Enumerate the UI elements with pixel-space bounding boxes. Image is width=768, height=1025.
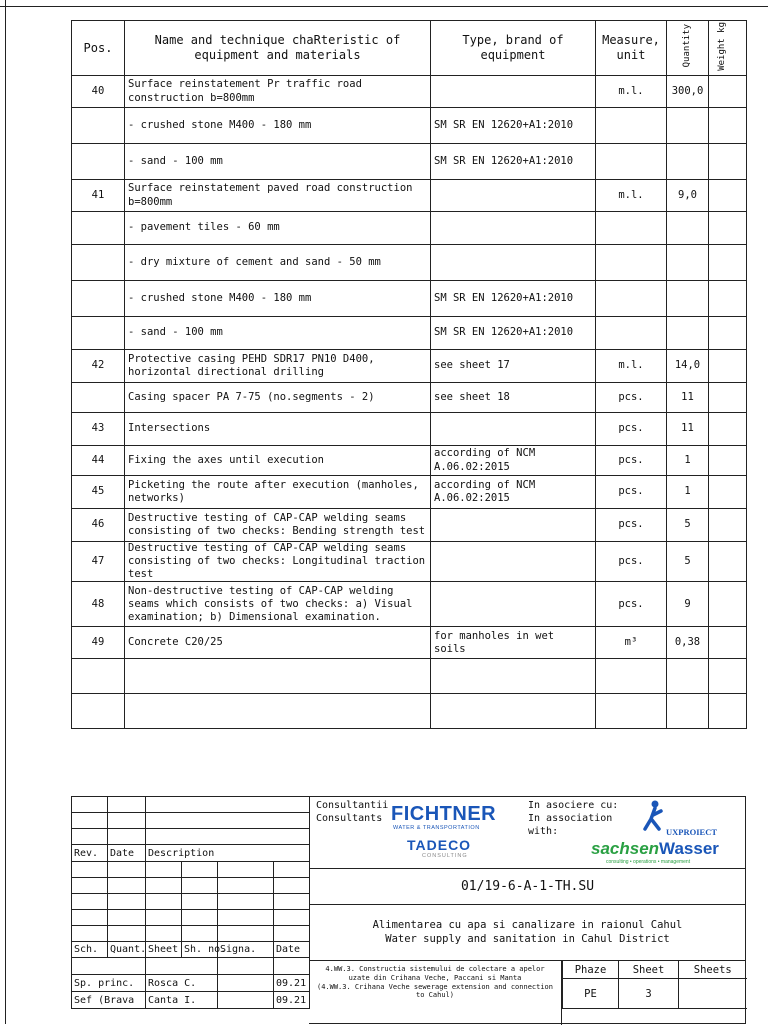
sheet-description-en: (4.WW.3. Crihana Veche sewerage extension and connection to Cahul) [316,982,553,1000]
table-row [72,76,747,108]
cell-pos: 41 [72,180,125,212]
cell-unit: pcs. [596,582,667,627]
cell-type: according of NCM A.06.02:2015 [431,446,596,476]
table-row [72,317,747,350]
cell-qty: 5 [667,509,709,542]
cell-pos: 49 [72,627,125,659]
cell-unit [596,108,667,144]
cell-qty [667,317,709,350]
title-block-cell [72,797,108,813]
cell-wt [709,281,747,317]
sheets-value [679,979,747,1009]
cell-name: - crushed stone M400 - 180 mm [125,281,431,317]
project-title-ro: Alimentarea cu apa si canalizare in raionul Cahul [372,919,683,931]
cell-name: - sand - 100 mm [125,317,431,350]
cell-wt [709,413,747,446]
title-block-row [72,862,310,878]
title-block-cell [182,862,218,878]
title-block-cell [146,829,310,845]
title-block-cell [218,862,274,878]
header-pos: Pos. [72,21,125,76]
table-row [72,582,747,627]
cell-type: see sheet 18 [431,383,596,413]
cell-wt [709,542,747,582]
frame-left-border [0,0,6,1024]
title-block-cell [182,926,218,942]
sch-label: Sch. [72,942,108,958]
title-block-row [72,975,310,992]
table-row [72,281,747,317]
title-block-row [72,910,310,926]
cell-type [431,212,596,245]
title-block-cell [182,910,218,926]
cell-pos: 44 [72,446,125,476]
cell-type [431,659,596,694]
title-block-row [72,813,310,829]
title-block-cell [218,926,274,942]
sheets-label: Sheets [679,961,747,979]
frame-top-border [0,0,768,7]
table-row [72,509,747,542]
cell-wt [709,582,747,627]
document-code: 01/19-6-A-1-TH.SU [309,869,746,905]
title-block-cell [274,878,310,894]
cell-unit [596,144,667,180]
title-block-cell [72,813,108,829]
phaze-sheet-table [562,961,747,1009]
cell-qty [667,659,709,694]
cell-unit [596,659,667,694]
header-name: Name and technique chaRteristic of equipment and materials [125,21,431,76]
tadeco-logo: TADECO [407,837,472,853]
cell-name: - pavement tiles - 60 mm [125,212,431,245]
title-block-cell [72,829,108,845]
title-block-cell [182,894,218,910]
title-block-cell [72,894,108,910]
title-block-cell [274,894,310,910]
cell-type [431,180,596,212]
cell-pos [72,281,125,317]
cell-pos: 45 [72,476,125,509]
cell-wt [709,245,747,281]
cell-pos [72,212,125,245]
title-block-cell [146,862,182,878]
phaze-label: Phaze [563,961,619,979]
cell-wt [709,659,747,694]
cell-unit: pcs. [596,476,667,509]
cell-type [431,542,596,582]
cell-unit [596,281,667,317]
table-row [72,212,747,245]
association-label: In asociere cu: In association with: [528,800,619,837]
title-block-cell [72,862,108,878]
cell-qty: 0,38 [667,627,709,659]
cell-name: Protective casing PEHD SDR17 PN10 D400, horizontal directional drilling [125,350,431,383]
title-block-cell [108,910,146,926]
title-block-cell [72,910,108,926]
sheet-col-label: Sheet [146,942,182,958]
title-block [71,796,746,1024]
title-block-cell [72,958,146,975]
date-col-label: Date [274,942,310,958]
cell-name [125,694,431,729]
cell-unit [596,317,667,350]
cell-name: Destructive testing of CAP-CAP welding seams consisting of two checks: Bending strength test [125,509,431,542]
cell-wt [709,144,747,180]
title-block-right [309,796,746,1024]
cell-pos [72,144,125,180]
table-row [72,350,747,383]
title-block-row [72,797,310,813]
title-block-cell [108,797,146,813]
cell-qty [667,245,709,281]
cell-name: Picketing the route after execution (manholes, networks) [125,476,431,509]
header-weight-label: Weight kg [716,21,727,71]
sachsen-wasser-logo [591,839,719,859]
cell-pos [72,317,125,350]
cell-qty: 1 [667,476,709,509]
header-weight [709,21,747,76]
cell-pos [72,659,125,694]
table-row [72,476,747,509]
date-label: Date [108,845,146,862]
cell-qty [667,108,709,144]
cell-pos [72,108,125,144]
cell-unit: m.l. [596,180,667,212]
title-block-cell [108,926,146,942]
cell-pos: 43 [72,413,125,446]
title-block-cell [218,992,274,1009]
person-name: Canta I. [146,992,218,1009]
title-block-cell [182,878,218,894]
cell-type [431,694,596,729]
cell-type: according of NCM A.06.02:2015 [431,476,596,509]
cell-type [431,413,596,446]
cell-unit: pcs. [596,383,667,413]
title-block-cell [274,926,310,942]
header-type: Type, brand of equipment [431,21,596,76]
cell-unit: m.l. [596,350,667,383]
fichtner-logo-sub: WATER & TRANSPORTATION [393,825,480,831]
person-date: 09.21 [274,975,310,992]
table-row [72,627,747,659]
specification-table [71,20,747,729]
table-row [72,542,747,582]
cell-wt [709,446,747,476]
phaze-value: PE [563,979,619,1009]
title-block-row [72,829,310,845]
sh-no-label: Sh. no. [182,942,218,958]
cell-name: Non-destructive testing of CAP-CAP welding seams which consists of two checks: a) Visual examination; b) Dimensional examination. [125,582,431,627]
signa-label: Signa. [218,942,274,958]
logo-area [309,797,746,869]
title-block-cell [274,910,310,926]
rev-label: Rev. [72,845,108,862]
title-block-cell [146,878,182,894]
title-block-cell [274,862,310,878]
cell-wt [709,627,747,659]
cell-pos: 40 [72,76,125,108]
cell-name: Destructive testing of CAP-CAP welding seams consisting of two checks: Longitudinal traction test [125,542,431,582]
cell-name: Surface reinstatement paved road construction b=800mm [125,180,431,212]
cell-unit: pcs. [596,509,667,542]
tadeco-logo-sub: CONSULTING [422,853,468,859]
person-date: 09.21 [274,992,310,1009]
title-block-row [72,894,310,910]
cell-qty: 11 [667,413,709,446]
cell-name: Surface reinstatement Pr traffic road construction b=800mm [125,76,431,108]
cell-unit: pcs. [596,446,667,476]
cell-unit: m.l. [596,76,667,108]
cell-type: for manholes in wet soils [431,627,596,659]
title-block-row [72,958,310,975]
cell-wt [709,350,747,383]
title-block-cell [218,894,274,910]
sachsen-wasser-logo-sub: consulting • operations • management [606,859,691,865]
sheet-label: Sheet [619,961,679,979]
cell-type: SM SR EN 12620+A1:2010 [431,317,596,350]
title-block-cell [146,894,182,910]
table-row [72,383,747,413]
title-block-cell [108,829,146,845]
sachsen-logo-part: sachsen [591,839,660,858]
cell-wt [709,317,747,350]
cell-type: SM SR EN 12620+A1:2010 [431,281,596,317]
table-row [72,659,747,694]
sheet-description [309,961,562,1025]
cell-pos: 48 [72,582,125,627]
cell-qty: 1 [667,446,709,476]
title-block-cell [146,958,218,975]
title-block-cell [218,975,274,992]
cell-type [431,245,596,281]
cell-name: Intersections [125,413,431,446]
uxproiect-logo: UXPROIECT [666,827,718,837]
title-block-row [72,992,310,1009]
cell-unit [596,212,667,245]
cell-qty [667,694,709,729]
cell-type: SM SR EN 12620+A1:2010 [431,108,596,144]
cell-pos [72,245,125,281]
title-block-row [72,926,310,942]
table-row [72,413,747,446]
cell-type: see sheet 17 [431,350,596,383]
table-row [72,144,747,180]
cell-type [431,76,596,108]
sheet-description-ro: 4.WW.3. Constructia sistemului de colectare a apelor uzate din Crihana Veche, Paccani si Manta [325,965,545,982]
wasser-logo-part: Wasser [659,839,719,858]
person-name: Rosca C. [146,975,218,992]
title-block-cell [72,878,108,894]
consultants-label: Consultantii Consultants [316,800,389,824]
cell-pos: 46 [72,509,125,542]
cell-wt [709,476,747,509]
header-quantity-label: Quantity [682,24,692,68]
revision-signature-table [71,796,310,1009]
cell-unit [596,694,667,729]
cell-unit: m³ [596,627,667,659]
cell-qty: 5 [667,542,709,582]
cell-name: Concrete C20/25 [125,627,431,659]
cell-name: Casing spacer PA 7-75 (no.segments - 2) [125,383,431,413]
cell-pos: 42 [72,350,125,383]
table-row [72,245,747,281]
table-header-row [72,21,747,76]
cell-wt [709,694,747,729]
title-block-cell [72,926,108,942]
cell-qty: 11 [667,383,709,413]
title-block-cell [218,878,274,894]
cell-wt [709,180,747,212]
cell-unit: pcs. [596,542,667,582]
title-block-cell [146,813,310,829]
cell-pos [72,383,125,413]
title-block-row [72,878,310,894]
title-block-cell [218,958,274,975]
cell-qty [667,212,709,245]
table-row [72,108,747,144]
cell-pos [72,694,125,729]
cell-name: - dry mixture of cement and sand - 50 mm [125,245,431,281]
cell-name: - crushed stone M400 - 180 mm [125,108,431,144]
cell-pos: 47 [72,542,125,582]
cell-qty: 300,0 [667,76,709,108]
header-measure: Measure, unit [596,21,667,76]
title-block-cell [146,926,182,942]
cell-type [431,582,596,627]
table-row [72,446,747,476]
quant-label: Quant. [108,942,146,958]
header-quantity [667,21,709,76]
cell-qty [667,281,709,317]
cell-qty [667,144,709,180]
title-block-cell [108,813,146,829]
title-block-cell [146,910,182,926]
cell-type: SM SR EN 12620+A1:2010 [431,144,596,180]
cell-unit [596,245,667,281]
fichtner-logo: FICHTNER [391,803,497,825]
cell-wt [709,212,747,245]
sheet-value: 3 [619,979,679,1009]
cell-qty: 9 [667,582,709,627]
title-block-cell [218,910,274,926]
cell-name [125,659,431,694]
title-block-cell [108,878,146,894]
title-block-cell [274,958,310,975]
cell-type [431,509,596,542]
cell-qty: 9,0 [667,180,709,212]
title-block-cell [146,797,310,813]
project-title [309,905,746,961]
cell-qty: 14,0 [667,350,709,383]
person-role: Sef (Brava [72,992,146,1009]
cell-name: Fixing the axes until execution [125,446,431,476]
project-title-en: Water supply and sanitation in Cahul District [385,932,670,945]
title-block-row [72,845,310,862]
cell-wt [709,108,747,144]
table-row [72,694,747,729]
title-block-cell [108,894,146,910]
table-row [72,180,747,212]
cell-unit: pcs. [596,413,667,446]
cell-wt [709,383,747,413]
title-block-row [72,942,310,958]
cell-wt [709,76,747,108]
person-role: Sp. princ. [72,975,146,992]
cell-name: - sand - 100 mm [125,144,431,180]
cell-wt [709,509,747,542]
description-label: Description [146,845,310,862]
title-block-cell [108,862,146,878]
